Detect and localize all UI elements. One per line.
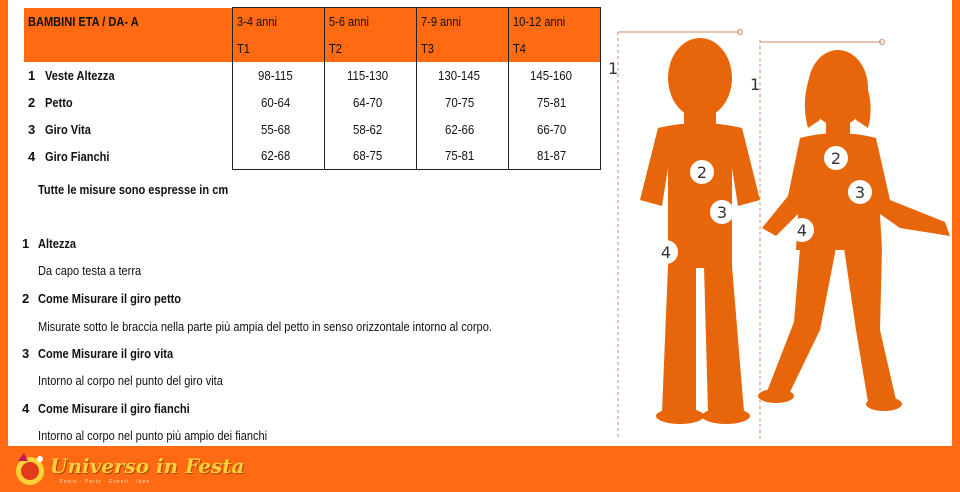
marker-2-boy: 2 xyxy=(696,163,708,182)
cell-value: 60-64 xyxy=(232,89,324,116)
cell-value: 58-62 xyxy=(324,116,416,143)
row-number: 1 xyxy=(28,67,36,83)
cell-value: 81-87 xyxy=(508,143,600,170)
cell-value: 55-68 xyxy=(232,116,324,143)
section-heading-fianchi: 4 Come Misurare il giro fianchi xyxy=(22,401,190,416)
column-code-t2: T2 xyxy=(324,35,416,62)
cell-value: 64-70 xyxy=(324,89,416,116)
cell-value: 75-81 xyxy=(416,143,508,170)
row-label: Veste Altezza xyxy=(45,67,115,83)
section-heading-petto: 2 Come Misurare il giro petto xyxy=(22,291,182,306)
marker-3-boy: 3 xyxy=(716,203,728,222)
footer-bar xyxy=(0,446,960,492)
section-desc-fianchi: Intorno al corpo nel punto più ampio dei fianchi xyxy=(38,428,268,443)
table-row xyxy=(24,143,600,170)
marker-2-girl: 2 xyxy=(830,149,842,168)
marker-4-boy: 4 xyxy=(660,243,672,262)
table-header-label: BAMBINI ETA / DA- A xyxy=(24,8,232,35)
row-number: 4 xyxy=(28,148,36,164)
cell-value: 62-66 xyxy=(416,116,508,143)
girl-silhouette xyxy=(758,50,950,411)
section-desc-vita: Intorno al corpo nel punto del giro vita xyxy=(38,373,223,388)
table-code-row xyxy=(24,35,600,62)
marker-3-girl: 3 xyxy=(854,183,866,202)
column-age-t1: 3-4 anni xyxy=(232,8,324,35)
row-number: 2 xyxy=(28,94,36,110)
section-desc-petto: Misurate sotto le braccia nella parte più ampia del petto in senso orizzontale intorno al corpo. xyxy=(38,319,492,334)
table-header-row xyxy=(24,8,600,35)
section-heading-altezza: 1 Altezza xyxy=(22,236,77,251)
column-age-t3: 7-9 anni xyxy=(416,8,508,35)
cell-value: 66-70 xyxy=(508,116,600,143)
column-code-t4: T4 xyxy=(508,35,600,62)
row-label: Giro Fianchi xyxy=(45,148,110,164)
column-code-t3: T3 xyxy=(416,35,508,62)
cell-value: 98-115 xyxy=(232,62,324,89)
cell-value: 145-160 xyxy=(508,62,600,89)
marker-1-girl: 1 xyxy=(750,75,761,94)
units-note: Tutte le misure sono espresse in cm xyxy=(38,182,229,197)
children-measurement-figure xyxy=(600,0,960,446)
boy-silhouette xyxy=(640,38,760,424)
marker-4-girl: 4 xyxy=(796,221,808,240)
marker-1-boy: 1 xyxy=(608,59,619,78)
column-age-t4: 10-12 anni xyxy=(508,8,600,35)
cell-value: 130-145 xyxy=(416,62,508,89)
row-label: Giro Vita xyxy=(45,121,92,137)
table-row xyxy=(24,89,600,116)
row-label: Petto xyxy=(45,94,73,110)
cell-value: 70-75 xyxy=(416,89,508,116)
brand-name[interactable]: Universo in Festa xyxy=(50,454,245,478)
size-table xyxy=(24,7,601,170)
cell-value: 68-75 xyxy=(324,143,416,170)
brand-logo-icon[interactable] xyxy=(10,449,54,489)
row-number: 3 xyxy=(28,121,36,137)
brand-tagline: Feste · Party · Eventi · Idee xyxy=(60,479,151,485)
table-row xyxy=(24,62,600,89)
cell-value: 62-68 xyxy=(232,143,324,170)
cell-value: 115-130 xyxy=(324,62,416,89)
section-desc-altezza: Da capo testa a terra xyxy=(38,263,142,278)
column-code-t1: T1 xyxy=(232,35,324,62)
cell-value: 75-81 xyxy=(508,89,600,116)
table-row xyxy=(24,116,600,143)
column-age-t2: 5-6 anni xyxy=(324,8,416,35)
section-heading-vita: 3 Come Misurare il giro vita xyxy=(22,346,174,361)
